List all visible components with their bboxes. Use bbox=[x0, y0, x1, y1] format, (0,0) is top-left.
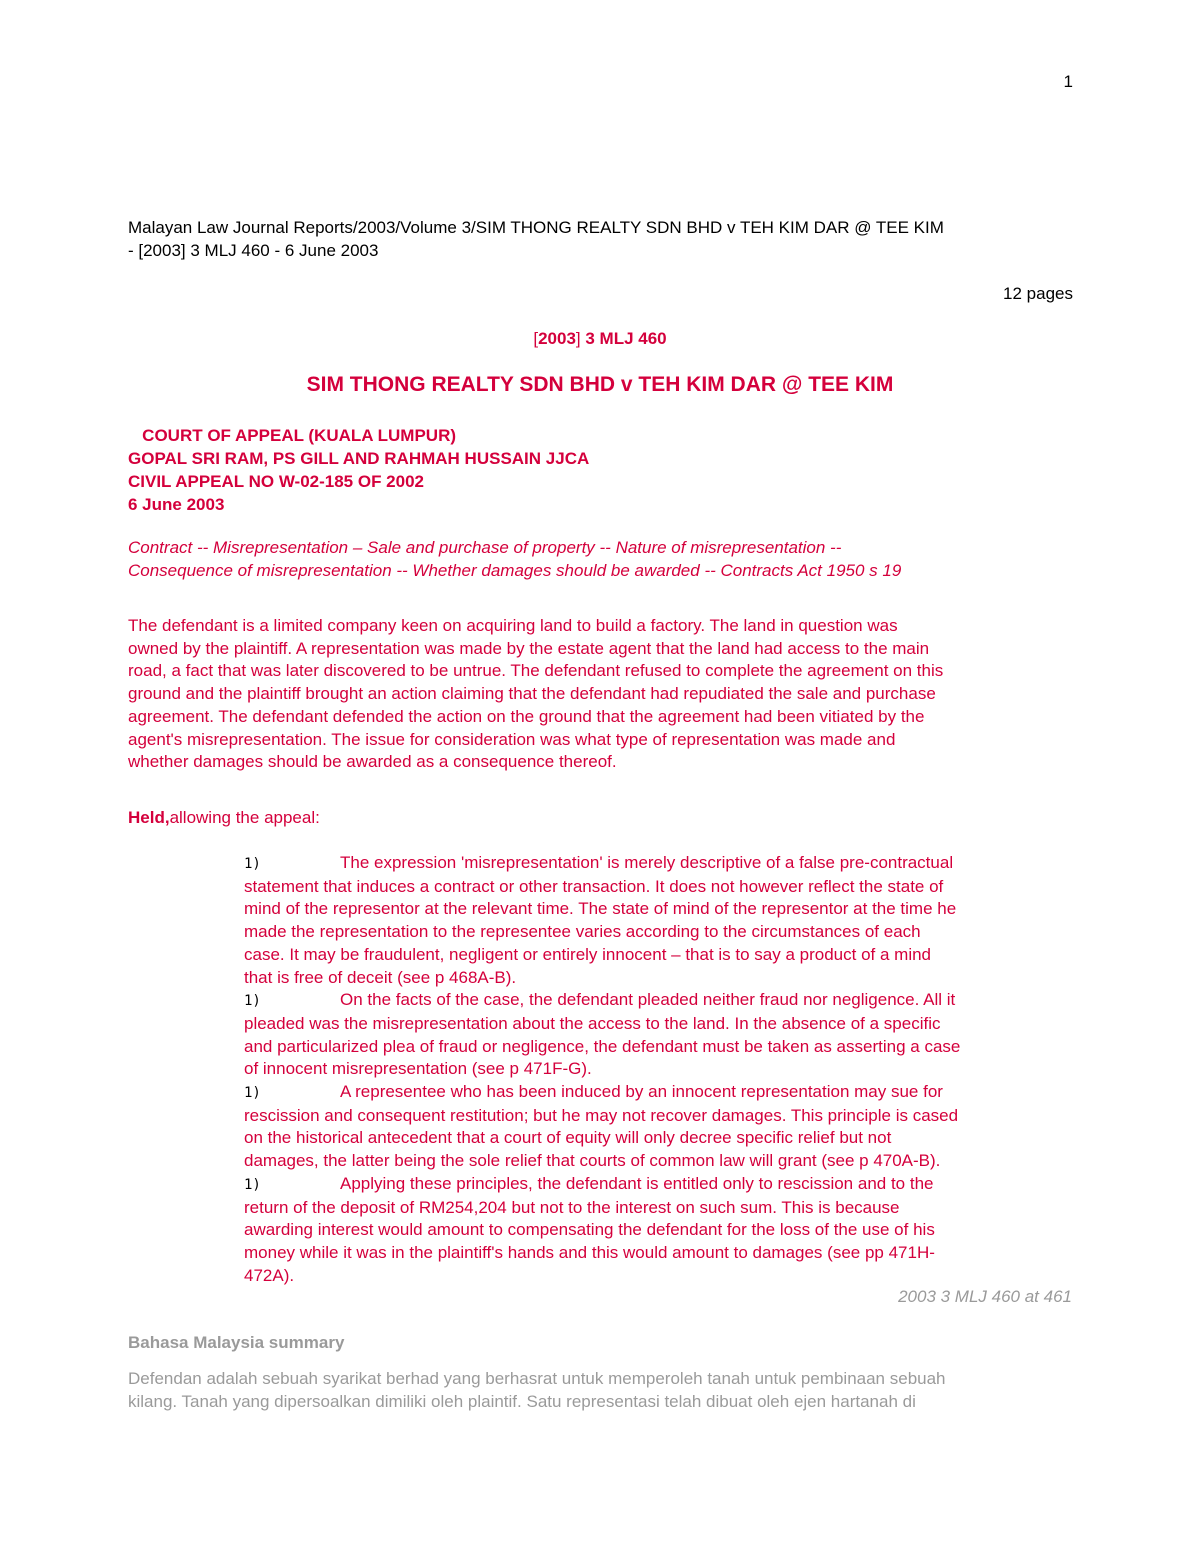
held-item-line: money while it was in the plaintiff's hands and this would amount to damages (see pp 471H- bbox=[244, 1242, 935, 1262]
bm-summary-line: kilang. Tanah yang dipersoalkan dimiliki oleh plaintif. Satu representasi telah dibuat oleh ejen hartanah di bbox=[128, 1392, 916, 1411]
held-label: Held, bbox=[128, 808, 170, 827]
held-item-line: case. It may be fraudulent, negligent or entirely innocent – that is to say a product of a mind bbox=[244, 944, 932, 964]
held-item-line: Applying these principles, the defendant is entitled only to rescission and to the bbox=[340, 1173, 934, 1193]
appeal-number: CIVIL APPEAL NO W-02-185 OF 2002 bbox=[128, 472, 424, 491]
summary-line: agent's misrepresentation. The issue for consideration was what type of representation was made and bbox=[128, 729, 896, 749]
summary-line: agreement. The defendant defended the action on the ground that the agreement had been vitiated by the bbox=[128, 706, 925, 726]
bm-summary-line: Defendan adalah sebuah syarikat berhad yang berhasrat untuk memperoleh tanah untuk pembinaan sebuah bbox=[128, 1369, 946, 1388]
bahasa-malaysia-summary bbox=[128, 1367, 1078, 1413]
held-item bbox=[244, 989, 1076, 1081]
held-item bbox=[244, 852, 1076, 989]
held-item-line: on the historical antecedent that a court of equity will only decree specific relief but not bbox=[244, 1128, 892, 1148]
citation-year: 2003 bbox=[538, 329, 576, 348]
summary-line: The defendant is a limited company keen on acquiring land to build a factory. The land in question was bbox=[128, 616, 898, 635]
held-item-line: statement that induces a contract or other transaction. It does not however reflect the state of bbox=[244, 876, 944, 896]
held-item-line: and particularized plea of fraud or negligence, the defendant must be taken as asserting a case bbox=[244, 1036, 961, 1056]
held-item-line: of innocent misrepresentation (see p 471F-G). bbox=[244, 1059, 592, 1079]
catchwords-line: Contract -- Misrepresentation – Sale and purchase of property -- Nature of misrepresentation -- bbox=[128, 538, 842, 557]
held-item-line: On the facts of the case, the defendant pleaded neither fraud nor negligence. All it bbox=[340, 990, 956, 1010]
document-header-line-1: Malayan Law Journal Reports/2003/Volume 3/SIM THONG REALTY SDN BHD v TEH KIM DAR @ TEE KIM bbox=[128, 218, 944, 237]
case-citation bbox=[0, 329, 1200, 349]
held-item-line: awarding interest would amount to compensating the defendant for the loss of the use of his bbox=[244, 1220, 935, 1240]
held-item-line: made the representation to the representee varies according to the circumstances of each bbox=[244, 922, 921, 942]
summary-line: ground and the plaintiff brought an action claiming that the defendant had repudiated the sale and purchase bbox=[128, 684, 936, 704]
catchwords-line: Consequence of misrepresentation -- Whether damages should be awarded -- Contracts Act 1950 s 19 bbox=[128, 561, 902, 580]
page-number: 1 bbox=[1063, 72, 1073, 91]
held-item-line: The expression 'misrepresentation' is merely descriptive of a false pre-contractual bbox=[340, 853, 954, 872]
held-item-number: 1) bbox=[244, 1176, 261, 1193]
judgment-date: 6 June 2003 bbox=[128, 495, 225, 514]
held-item-number: 1) bbox=[244, 856, 261, 872]
judges: GOPAL SRI RAM, PS GILL AND RAHMAH HUSSAIN JJCA bbox=[128, 449, 590, 468]
held-item-number: 1) bbox=[244, 993, 261, 1010]
held-item-number: 1) bbox=[244, 1085, 261, 1102]
citation-open-bracket: [ bbox=[533, 329, 539, 348]
held-text: allowing the appeal: bbox=[169, 808, 320, 827]
bahasa-malaysia-summary-heading: Bahasa Malaysia summary bbox=[128, 1333, 345, 1352]
held-list bbox=[244, 852, 1076, 1287]
citation-close-bracket: ] bbox=[575, 329, 581, 348]
held-item-line: that is free of deceit (see p 468A-B). bbox=[244, 967, 517, 987]
summary-line: owned by the plaintiff. A representation was made by the estate agent that the land had access to the main bbox=[128, 638, 930, 658]
court-name: COURT OF APPEAL (KUALA LUMPUR) bbox=[128, 426, 457, 445]
held-item-line: return of the deposit of RM254,204 but not to the interest on such sum. This is because bbox=[244, 1197, 900, 1217]
held-item-line: damages, the latter being the sole relief that courts of common law will grant (see p 470A-B). bbox=[244, 1151, 941, 1171]
summary-line: road, a fact that was later discovered to be untrue. The defendant refused to complete the agreement on this bbox=[128, 661, 944, 681]
held-item-line: rescission and consequent restitution; but he may not recover damages. This principle is cased bbox=[244, 1105, 959, 1125]
case-summary bbox=[128, 615, 1078, 774]
page-count: 12 pages bbox=[1003, 284, 1073, 303]
held-item bbox=[244, 1173, 1076, 1288]
citation-rest: 3 MLJ 460 bbox=[580, 329, 667, 348]
catchwords bbox=[128, 536, 1078, 582]
page-reference: 2003 3 MLJ 460 at 461 bbox=[898, 1287, 1072, 1306]
held-item-line: 472A). bbox=[244, 1265, 295, 1285]
summary-line: whether damages should be awarded as a consequence thereof. bbox=[128, 752, 617, 772]
court-details bbox=[128, 424, 589, 516]
held-heading bbox=[128, 808, 320, 828]
held-item-line: pleaded was the misrepresentation about the access to the land. In the absence of a specific bbox=[244, 1013, 941, 1033]
held-item-line: mind of the representor at the relevant time. The state of mind of the representor at the time he bbox=[244, 899, 957, 919]
held-item bbox=[244, 1081, 1076, 1173]
held-item-line: A representee who has been induced by an innocent representation may sue for bbox=[340, 1082, 943, 1102]
document-header-line-2: - [2003] 3 MLJ 460 - 6 June 2003 bbox=[128, 241, 379, 260]
case-title: SIM THONG REALTY SDN BHD v TEH KIM DAR @ TEE KIM bbox=[306, 373, 894, 396]
